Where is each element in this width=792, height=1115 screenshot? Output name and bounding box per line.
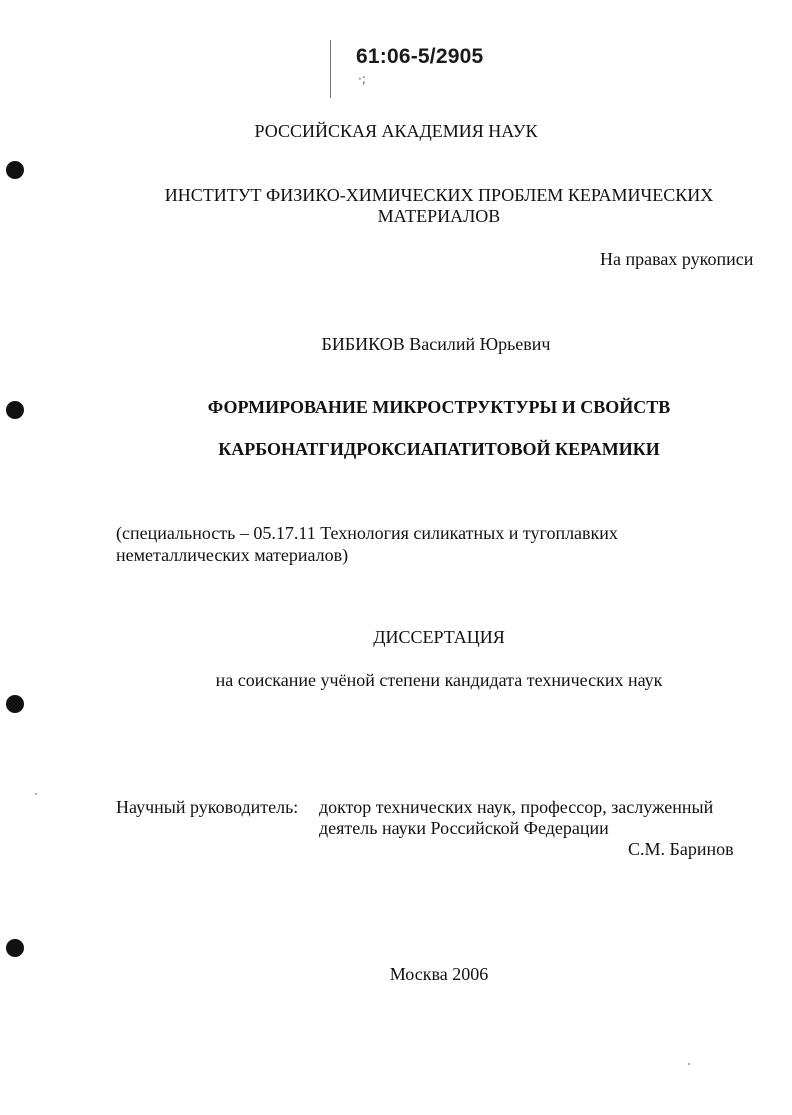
manuscript-rights: На правах рукописи bbox=[600, 249, 754, 269]
work-type: ДИССЕРТАЦИЯ bbox=[373, 627, 505, 647]
supervisor-credentials-line2: деятель науки Российской Федерации bbox=[319, 818, 609, 838]
institute-name-line2: МАТЕРИАЛОВ bbox=[377, 206, 501, 226]
supervisor-credentials-line1: доктор технических наук, профессор, заслуженный bbox=[319, 797, 714, 817]
specialty-line1: (специальность – 05.17.11 Технология силикатных и тугоплавких bbox=[116, 523, 618, 543]
author-name: БИБИКОВ Василий Юрьевич bbox=[321, 334, 551, 354]
academy-name: РОССИЙСКАЯ АКАДЕМИЯ НАУК bbox=[254, 121, 538, 141]
stamp-scribble: ·; bbox=[358, 72, 366, 86]
stamp-divider bbox=[330, 40, 331, 98]
scan-speck bbox=[688, 1063, 690, 1065]
library-stamp-code: 61:06-5/2905 bbox=[356, 45, 484, 68]
thesis-title-line2: КАРБОНАТГИДРОКСИАПАТИТОВОЙ КЕРАМИКИ bbox=[218, 439, 660, 459]
supervisor-name: С.М. Баринов bbox=[628, 839, 734, 859]
degree-purpose: на соискание учёной степени кандидата технических наук bbox=[215, 670, 663, 690]
specialty-line2: неметаллических материалов) bbox=[116, 545, 349, 565]
city-year: Москва 2006 bbox=[389, 964, 489, 984]
supervisor-label: Научный руководитель: bbox=[116, 797, 299, 817]
thesis-title-line1: ФОРМИРОВАНИЕ МИКРОСТРУКТУРЫ И СВОЙСТВ bbox=[207, 397, 671, 417]
binder-hole-4 bbox=[6, 939, 24, 957]
binder-hole-2 bbox=[6, 401, 24, 419]
binder-hole-1 bbox=[6, 161, 24, 179]
scan-speck bbox=[35, 793, 37, 795]
institute-name-line1: ИНСТИТУТ ФИЗИКО-ХИМИЧЕСКИХ ПРОБЛЕМ КЕРАМИЧЕСКИХ bbox=[164, 185, 714, 205]
binder-hole-3 bbox=[6, 695, 24, 713]
